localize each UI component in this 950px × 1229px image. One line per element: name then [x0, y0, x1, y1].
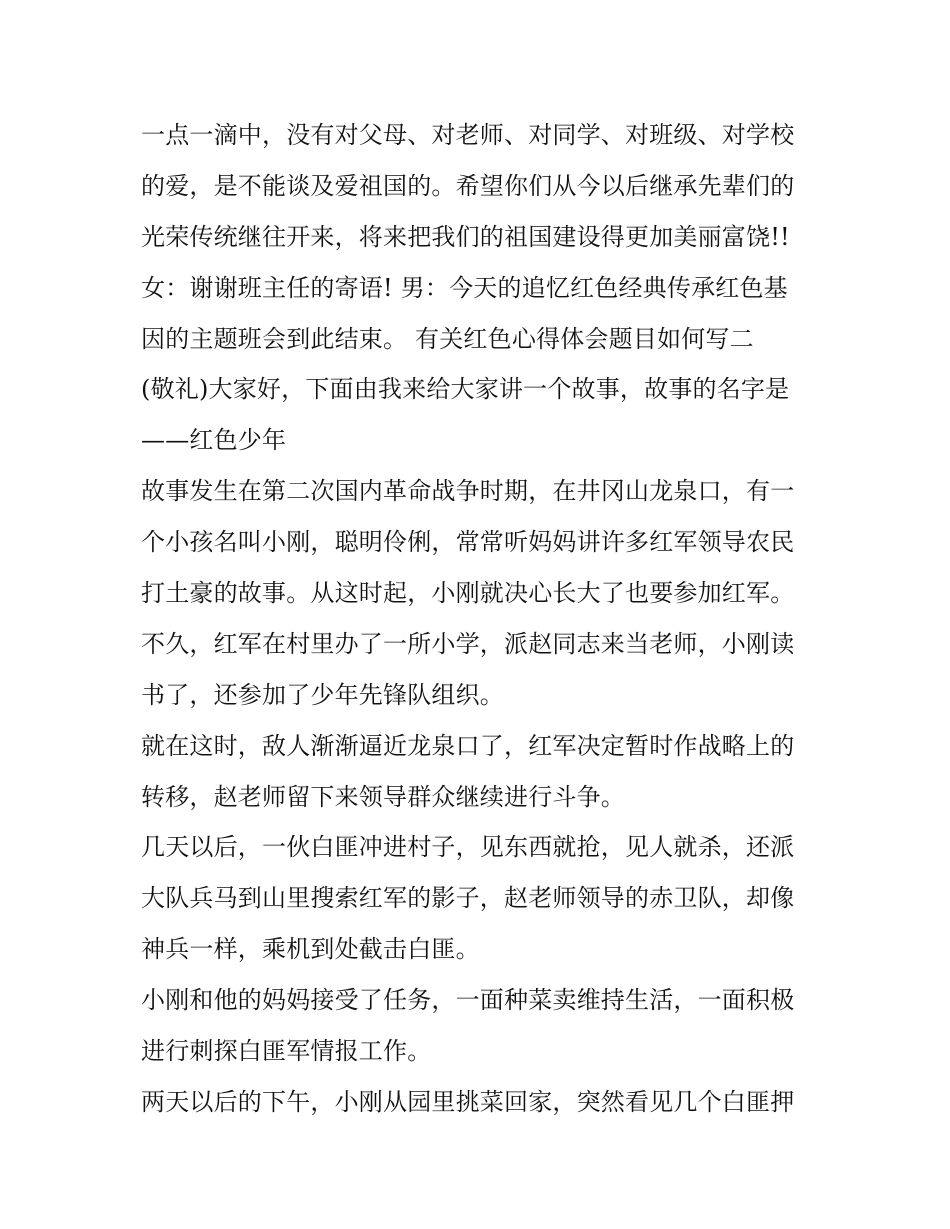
text-line: 光荣传统继往开来，将来把我们的祖国建设得更加美丽富饶!! — [141, 222, 790, 251]
text-line: 故事发生在第二次国内革命战争时期，在井冈山龙泉口，有一 — [141, 477, 795, 506]
text-line: 打土豪的故事。从这时起，小刚就决心长大了也要参加红军。 — [141, 579, 795, 608]
text-line: 一点一滴中，没有对父母、对老师、对同学、对班级、对学校 — [141, 121, 795, 149]
text-line: 就在这时，敌人渐渐逼近龙泉口了，红军决定暂时作战略上的 — [141, 731, 795, 760]
text-line: 女：谢谢班主任的寄语! 男：今天的追忆红色经典传承红色基 — [141, 273, 788, 302]
text-line: ——红色少年 — [141, 426, 287, 455]
text-line: 神兵一样，乘机到处截击白匪。 — [141, 935, 480, 964]
text-line: 转移，赵老师留下来领导群众继续进行斗争。 — [141, 782, 625, 811]
document-body — [141, 110, 821, 1128]
text-line: 两天以后的下午，小刚从园里挑菜回家，突然看见几个白匪押 — [141, 1087, 795, 1116]
text-line: 的爱，是不能谈及爱祖国的。希望你们从今以后继承先辈们的 — [141, 171, 795, 200]
text-line: (敬礼)大家好，下面由我来给大家讲一个故事，故事的名字是 — [141, 375, 790, 404]
text-line: 因的主题班会到此结束。 有关红色心得体会题目如何写二 — [141, 324, 754, 353]
text-line: 不久，红军在村里办了一所小学，派赵同志来当老师，小刚读 — [141, 629, 795, 658]
text-line: 书了，还参加了少年先锋队组织。 — [141, 680, 504, 709]
text-line: 几天以后，一伙白匪冲进村子，见东西就抢，见人就杀，还派 — [141, 833, 795, 862]
text-line: 小刚和他的妈妈接受了任务，一面种菜卖维持生活，一面积极 — [141, 986, 795, 1015]
text-line: 个小孩名叫小刚，聪明伶俐，常常听妈妈讲许多红军领导农民 — [141, 528, 795, 557]
text-line: 进行刺探白匪军情报工作。 — [141, 1037, 432, 1066]
text-line: 大队兵马到山里搜索红军的影子，赵老师领导的赤卫队，却像 — [141, 884, 795, 913]
